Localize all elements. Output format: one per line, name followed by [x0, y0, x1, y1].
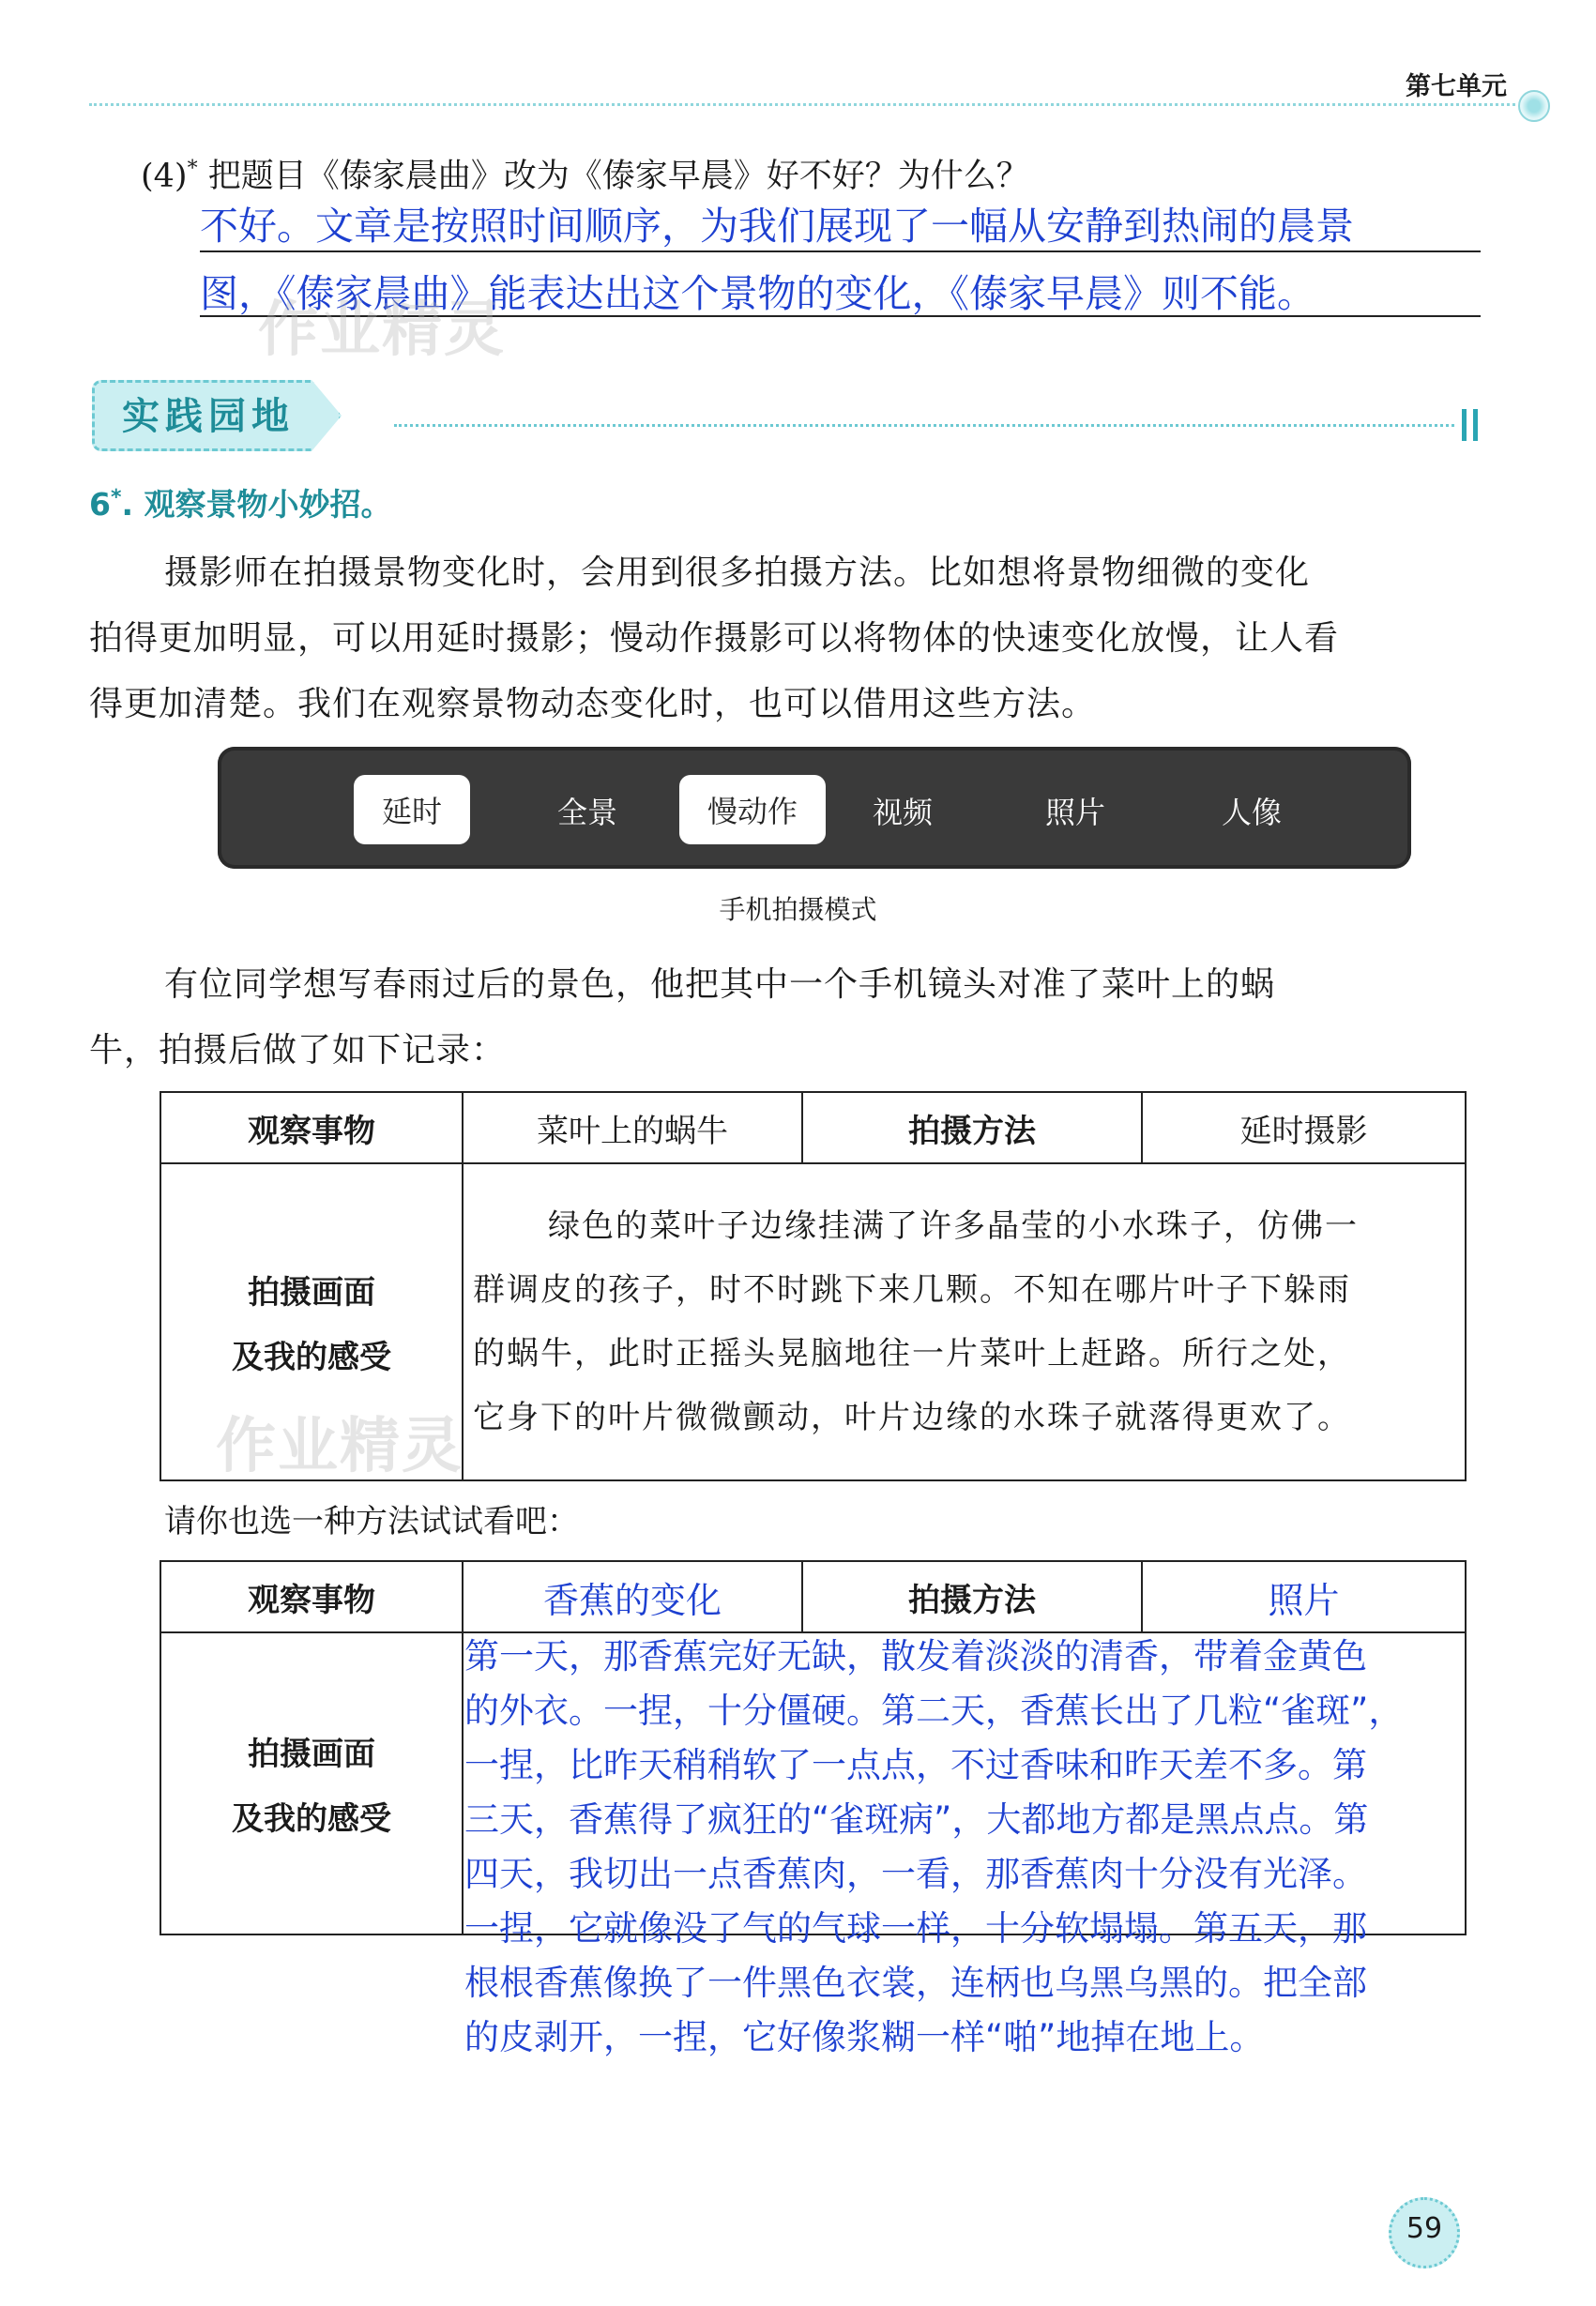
- section-divider: [394, 424, 1454, 427]
- question-number: 6: [89, 486, 111, 523]
- phone-mode-bar: [218, 747, 1411, 869]
- mode-panorama[interactable]: 全景: [557, 795, 618, 830]
- header-feeling: [160, 1632, 463, 1934]
- answer-line: 不好。文章是按照时间顺序，为我们展现了一幅从安静到热闹的晨景: [200, 204, 1354, 249]
- paragraph-line: 摄影师在拍摄景物变化时，会用到很多拍摄方法。比如想将景物细微的变化: [164, 554, 1311, 592]
- answer-line: 的皮剥开，一捏，它好像浆糊一样“啪”地掉在地上。: [464, 2017, 1265, 2057]
- mode-timelapse[interactable]: 延时: [354, 775, 470, 844]
- paragraph-2: [89, 952, 1473, 1084]
- body-line: 绿色的菜叶子边缘挂满了许多晶莹的小水珠子，仿佛一: [548, 1207, 1359, 1245]
- answer-line: 三天，香蕉得了疯狂的“雀斑病”，大都地方都是黑点点。第: [464, 1799, 1369, 1840]
- method-value: 照片: [1142, 1561, 1466, 1632]
- body-line: 的蜗牛，此时正摇头晃脑地往一片菜叶上赶路。所行之处，: [473, 1335, 1351, 1373]
- object-value: 菜叶上的蜗牛: [463, 1092, 802, 1163]
- section-title: 实践园地: [122, 395, 295, 438]
- question-6-title: [89, 480, 392, 524]
- header-feeling-line: 及我的感受: [232, 1339, 391, 1376]
- mode-photo[interactable]: 照片: [1045, 795, 1106, 830]
- answer-line: 第一天，那香蕉完好无缺，散发着淡淡的清香，带着金黄色: [464, 1636, 1367, 1676]
- paragraph-line: 有位同学想写春雨过后的景色，他把其中一个手机镜头对准了菜叶上的蜗: [164, 965, 1276, 1004]
- answer-rule: [200, 250, 1481, 252]
- answer-line: 的外衣。一捏，十分僵硬。第二天，香蕉长出了几粒“雀斑”，: [464, 1691, 1404, 1731]
- intro-paragraph: [89, 540, 1473, 737]
- figure-caption: 手机拍摄模式: [719, 894, 877, 925]
- paragraph-line: 得更加清楚。我们在观察景物动态变化时，也可以借用这些方法。: [89, 685, 1097, 723]
- method-value: 延时摄影: [1142, 1092, 1466, 1163]
- body-line: 它身下的叶片微微颤动，叶片边缘的水珠子就落得更欢了。: [473, 1399, 1351, 1436]
- paragraph-line: 拍得更加明显，可以用延时摄影；慢动作摄影可以将物体的快速变化放慢，让人看: [89, 619, 1340, 658]
- paragraph-line: 牛，拍摄后做了如下记录：: [89, 1031, 507, 1070]
- header-method: 拍摄方法: [802, 1092, 1142, 1163]
- question-title-text: . 观察景物小妙招。: [121, 486, 392, 523]
- divider-end-mark: [1462, 409, 1467, 441]
- answer-line: 根根香蕉像换了一件黑色衣裳，连柄也乌黑乌黑的。把全部: [464, 1963, 1367, 2003]
- header-object: 观察事物: [160, 1092, 463, 1163]
- header-method: 拍摄方法: [802, 1561, 1142, 1632]
- unit-label: 第七单元: [1406, 72, 1507, 101]
- header-feeling-line: 拍摄画面: [248, 1736, 375, 1773]
- flower-icon: [1518, 90, 1550, 122]
- star-mark: *: [187, 157, 198, 181]
- header-feeling-line: 及我的感受: [232, 1800, 391, 1838]
- question-number: (4): [141, 158, 188, 195]
- answer-line: 四天，我切出一点香蕉肉，一看，那香蕉肉十分没有光泽。: [464, 1854, 1367, 1894]
- mode-portrait[interactable]: 人像: [1222, 795, 1283, 830]
- feeling-text: [463, 1163, 1466, 1480]
- divider-end-mark: [1473, 409, 1478, 441]
- mode-video[interactable]: 视频: [873, 795, 934, 830]
- handwritten-answer: [464, 1630, 1478, 2065]
- mode-slow-motion[interactable]: 慢动作: [679, 775, 826, 844]
- prompt-text: 请你也选一种方法试试看吧：: [164, 1503, 579, 1540]
- answer-line: 一捏，它就像没了气的气球一样，十分软塌塌。第五天，那: [464, 1908, 1367, 1949]
- watermark: 作业精灵: [216, 1412, 464, 1481]
- answer-line: 图，《傣家晨曲》能表达出这个景物的变化，《傣家早晨》则不能。: [200, 271, 1315, 316]
- watermark: 作业精灵: [258, 296, 506, 365]
- header-divider: [89, 103, 1515, 106]
- object-value: 香蕉的变化: [463, 1561, 802, 1632]
- question-4: [141, 150, 1029, 197]
- answer-line: 一捏，比昨天稍稍软了一点点，不过香味和昨天差不多。第: [464, 1745, 1367, 1785]
- header-feeling-line: 拍摄画面: [248, 1274, 375, 1312]
- body-line: 群调皮的孩子，时不时跳下来几颗。不知在哪片叶子下躲雨: [473, 1271, 1351, 1309]
- page-number: 59: [1406, 2212, 1443, 2245]
- header-object: 观察事物: [160, 1561, 463, 1632]
- star-mark: *: [110, 486, 122, 509]
- question-text: 把题目《傣家晨曲》改为《傣家早晨》好不好？为什么？: [207, 158, 1029, 195]
